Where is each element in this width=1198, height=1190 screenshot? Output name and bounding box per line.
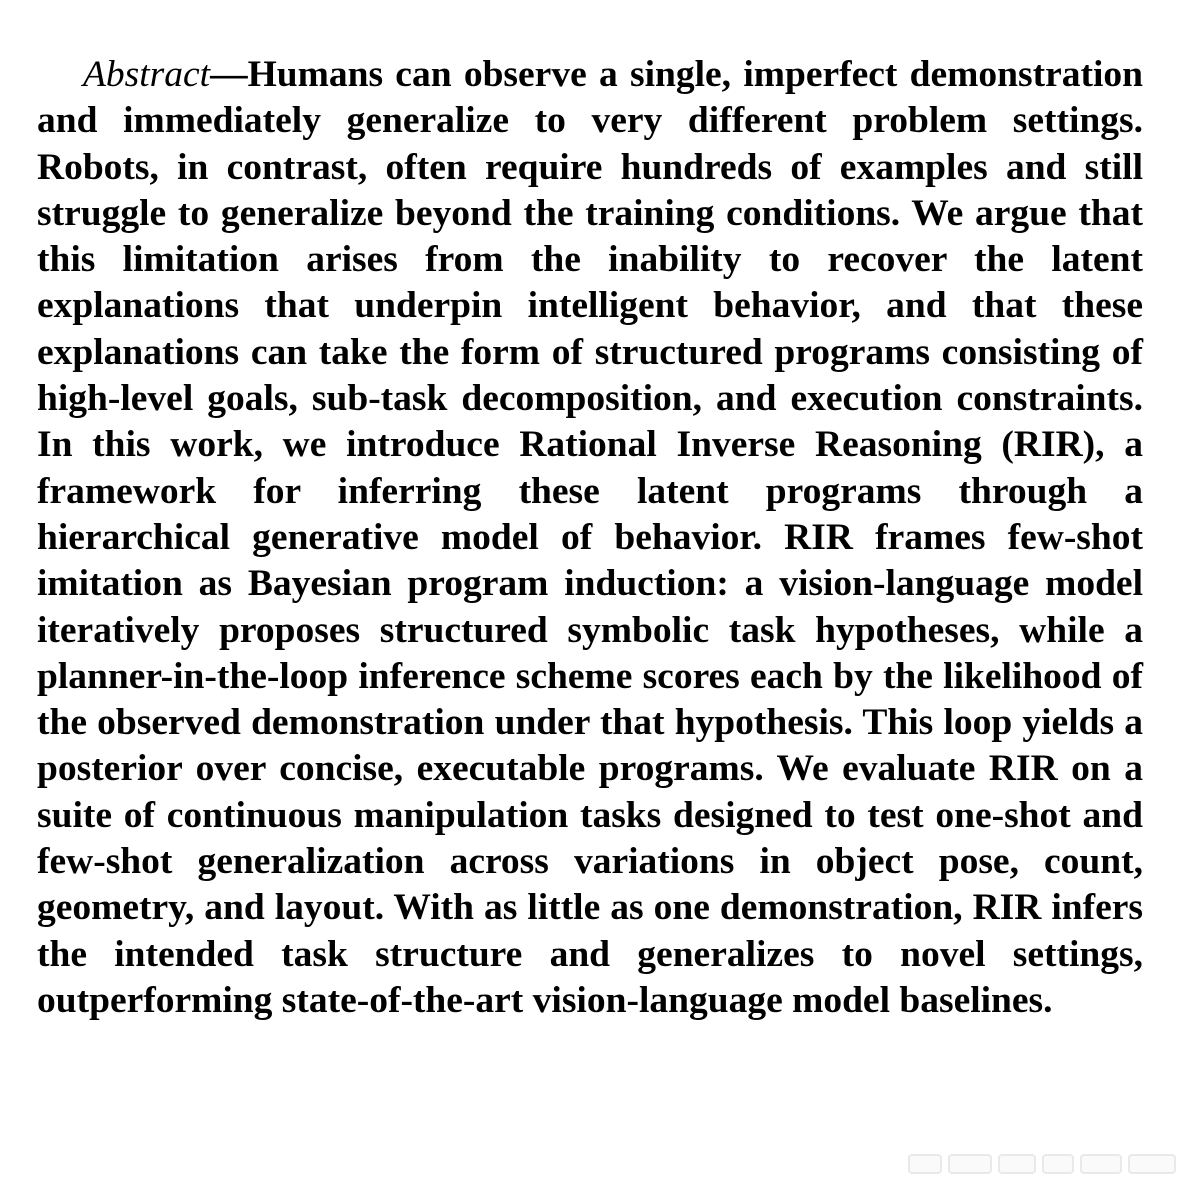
watermark-block — [998, 1154, 1036, 1174]
watermark-block — [1080, 1154, 1122, 1174]
abstract-label: Abstract — [83, 54, 211, 95]
abstract-text: Humans can observe a single, imperfect demonstration and immediately generalize to very different problem settings. Robots, in contrast, often require hundreds of examples and still struggle to generalize beyond the training conditions. We argue that this limitation arises from the inability to recover the latent explanations that underpin intelligent behavior, and that these explanations can take the form of structured programs consisting of high-level goals, sub-task decomposition, and execution constraints. In this work, we introduce Rational Inverse Reasoning (RIR), a framework for inferring these latent programs through a hierarchical generative model of behavior. RIR frames few-shot imitation as Bayesian program induction: a vision-language model iteratively proposes structured symbolic task hypotheses, while a planner-in-the-loop inference scheme scores each by the likelihood of the observed demonstration under that hypothesis. This loop yields a posterior over concise, executable programs. We evaluate RIR on a suite of continuous manipulation tasks designed to test one-shot and few-shot generalization across variations in object pose, count, geometry, and layout. With as little as one demonstration, RIR infers the intended task structure and generalizes to novel settings, outperforming state-of-the-art vision-language model baselines. — [37, 54, 1143, 1021]
abstract-dash: — — [210, 54, 248, 95]
watermark-icon — [908, 1152, 1184, 1176]
abstract-paragraph — [37, 52, 1143, 1024]
watermark-block — [908, 1154, 942, 1174]
watermark-block — [1042, 1154, 1074, 1174]
watermark-block — [948, 1154, 992, 1174]
paper-page — [37, 52, 1143, 1024]
watermark-block — [1128, 1154, 1176, 1174]
